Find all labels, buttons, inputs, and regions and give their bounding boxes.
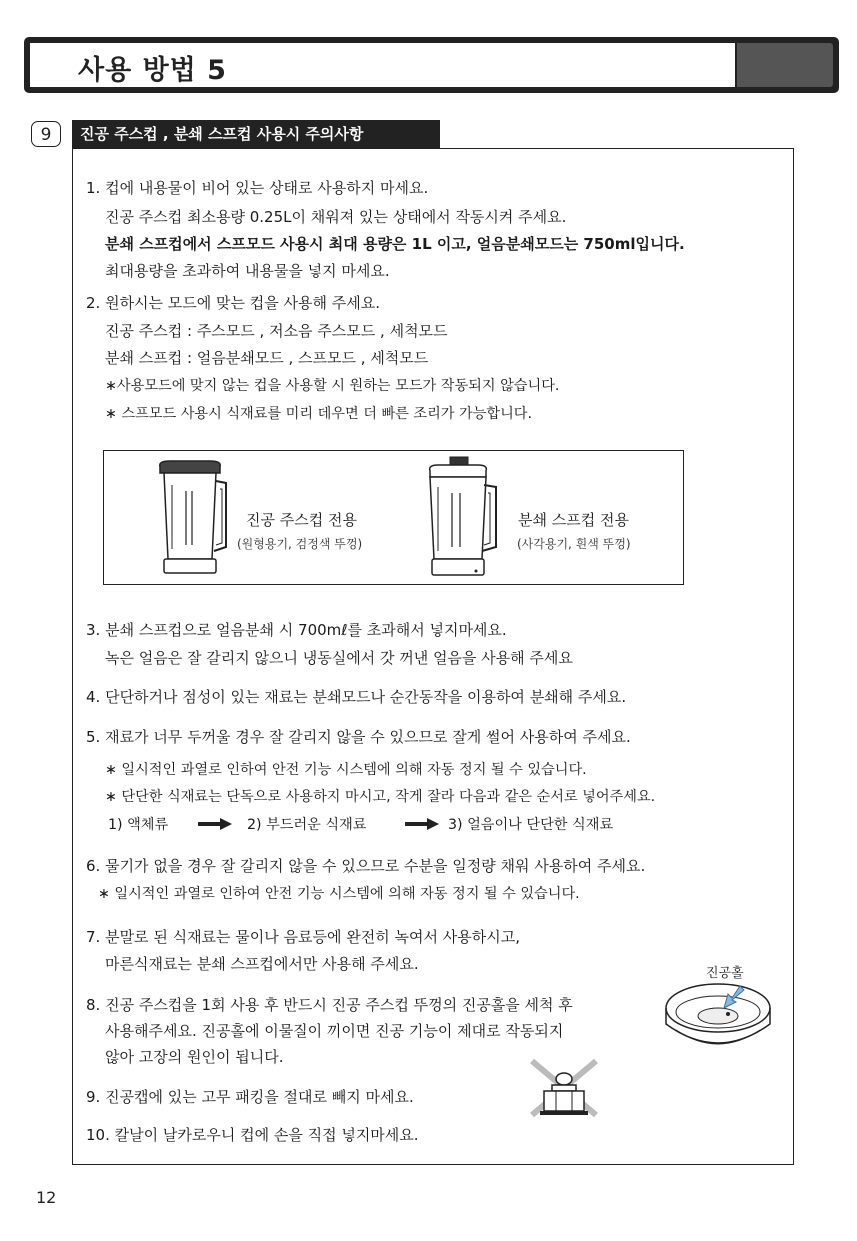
item-3-line: 녹은 얼음은 잘 갈리지 않으니 냉동실에서 갓 꺼낸 얼음을 사용해 주세요 (105, 649, 573, 667)
cup-illustration-box (103, 450, 684, 585)
item-6-note: ∗ 일시적인 과열로 인하여 안전 기능 시스템에 의해 자동 정지 될 수 있습니다. (98, 886, 580, 902)
vacuum-juice-cup-icon (150, 459, 230, 577)
item-5-title: 5. 재료가 너무 두꺼울 경우 잘 갈리지 않을 수 있으므로 잘게 썰어 사용하여 주세요. (86, 728, 631, 746)
soup-cup-name: 분쇄 스프컵 전용 (518, 511, 629, 529)
order-step-2: 2) 부드러운 식재료 (247, 817, 367, 833)
item-2-note: ∗사용모드에 맞지 않는 컵을 사용할 시 원하는 모드가 작동되지 않습니다. (105, 378, 560, 394)
item-9-title: 9. 진공캡에 있는 고무 패킹을 절대로 빼지 마세요. (86, 1088, 414, 1106)
item-1-line: 진공 주스컵 최소용량 0.25L이 채워져 있는 상태에서 작동시켜 주세요. (105, 208, 567, 226)
rubber-packing-icon (526, 1057, 602, 1119)
item-2-note: ∗ 스프모드 사용시 식재료를 미리 데우면 더 빠른 조리가 가능합니다. (105, 406, 533, 422)
arrow-right-icon (405, 818, 439, 830)
item-10-title: 10. 칼날이 날카로우니 컵에 손을 직접 넣지마세요. (86, 1126, 419, 1144)
vacuum-hole-label: 진공홀 (706, 966, 744, 981)
item-5-note: ∗ 단단한 식재료는 단독으로 사용하지 마시고, 작게 잘라 다음과 같은 순서로 넣어주세요. (105, 789, 656, 805)
header-banner-tab (737, 43, 833, 87)
item-7-line: 마른식재료는 분쇄 스프컵에서만 사용해 주세요. (105, 955, 419, 973)
section-title: 진공 주스컵 , 분쇄 스프컵 사용시 주의사항 (72, 120, 440, 148)
item-8-line: 사용해주세요. 진공홀에 이물질이 끼이면 진공 기능이 제대로 작동되지 (105, 1022, 564, 1040)
order-step-1: 1) 액체류 (108, 817, 169, 833)
item-2-line: 진공 주스컵 : 주스모드 , 저소음 주스모드 , 세척모드 (105, 322, 448, 340)
item-2-line: 분쇄 스프컵 : 얼음분쇄모드 , 스프모드 , 세척모드 (105, 349, 429, 367)
item-1-line: 분쇄 스프컵에서 스프모드 사용시 최대 용량은 1L 이고, 얼음분쇄모드는 750ml입니다. (105, 235, 685, 253)
item-1-line: 최대용량을 초과하여 내용물을 넣지 마세요. (105, 262, 390, 280)
soup-blender-cup-icon (416, 455, 500, 579)
item-1-title: 1. 컵에 내용물이 비어 있는 상태로 사용하지 마세요. (86, 179, 429, 197)
vacuum-lid-icon (662, 978, 774, 1064)
item-4-title: 4. 단단하거나 점성이 있는 재료는 분쇄모드나 순간동작을 이용하여 분쇄해 주세요. (86, 688, 627, 706)
item-5-note: ∗ 일시적인 과열로 인하여 안전 기능 시스템에 의해 자동 정지 될 수 있습니다. (105, 762, 587, 778)
order-step-3: 3) 얼음이나 단단한 식재료 (448, 817, 614, 833)
item-2-title: 2. 원하시는 모드에 맞는 컵을 사용해 주세요. (86, 294, 381, 312)
item-8-line: 않아 고장의 원인이 됩니다. (105, 1048, 284, 1066)
page-number: 12 (36, 1188, 57, 1207)
item-3-title: 3. 분쇄 스프컵으로 얼음분쇄 시 700mℓ를 초과해서 넣지마세요. (86, 621, 507, 639)
vacuum-cup-desc: (원형용기, 검정색 뚜껑) (237, 537, 363, 551)
section-number: 9 (31, 121, 61, 147)
item-7-title: 7. 분말로 된 식재료는 물이나 음료등에 완전히 녹여서 사용하시고, (86, 928, 520, 946)
arrow-right-icon (198, 818, 232, 830)
soup-cup-desc: (사각용기, 흰색 뚜껑) (517, 537, 631, 551)
item-6-title: 6. 물기가 없을 경우 잘 갈리지 않을 수 있으므로 수분을 일정량 채워 사용하여 주세요. (86, 857, 646, 875)
vacuum-cup-name: 진공 주스컵 전용 (246, 511, 357, 529)
item-8-title: 8. 진공 주스컵을 1회 사용 후 반드시 진공 주스컵 뚜껑의 진공홀을 세척 후 (86, 996, 573, 1014)
page-title: 사용 방법 5 (78, 55, 227, 86)
